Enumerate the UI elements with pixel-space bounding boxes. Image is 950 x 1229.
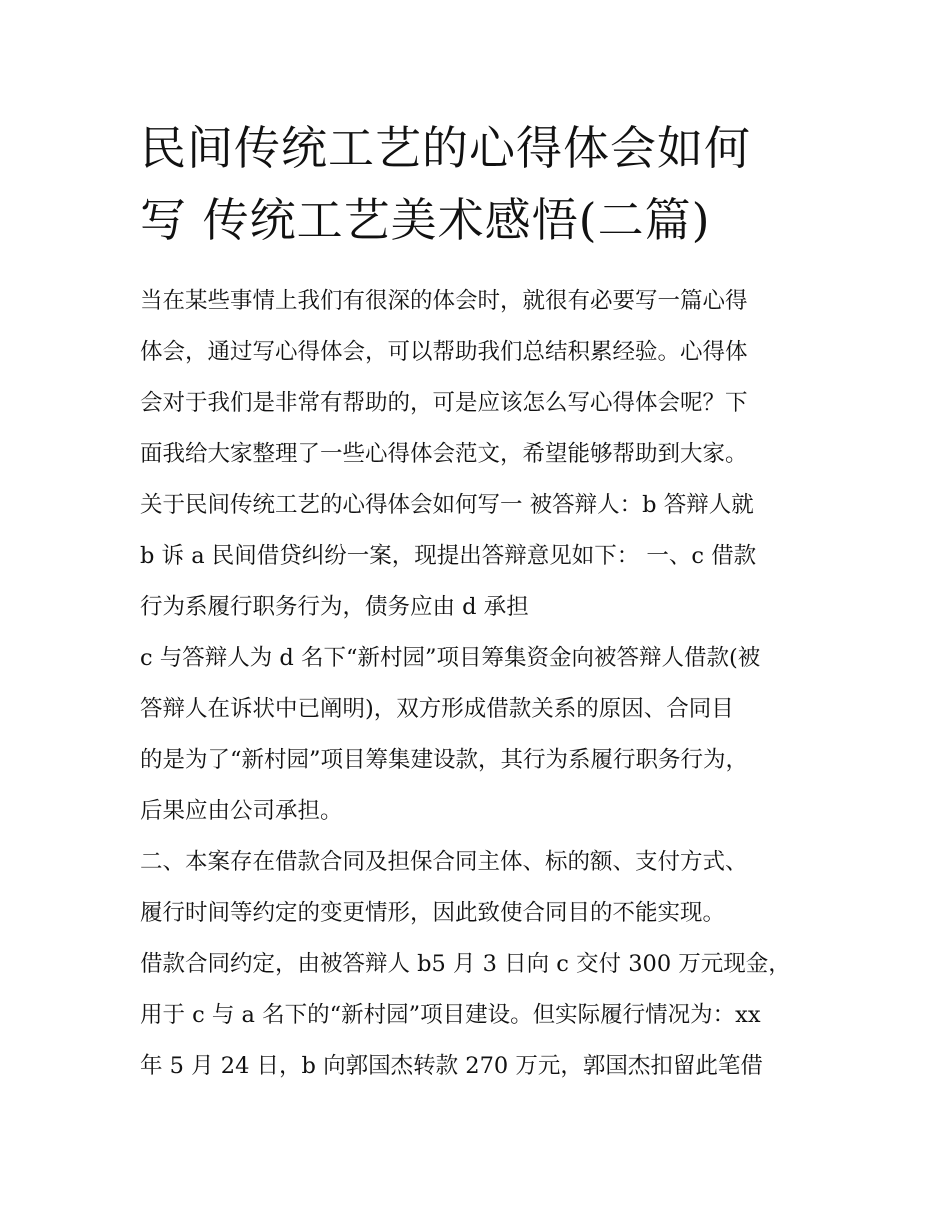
body-line: 后果应由公司承担。	[140, 798, 343, 824]
body-line: 的是为了“新村园”项目筹集建设款，其行为系履行职务行为，	[140, 747, 749, 773]
body-line: 年 5 月 24 日，b 向郭国杰转款 270 万元，郭国杰扣留此笔借	[140, 1053, 763, 1079]
body-line: c 与答辩人为 d 名下“新村园”项目筹集资金向被答辩人借款(被	[140, 645, 761, 671]
body-line: 当在某些事情上我们有很深的体会时，就很有必要写一篇心得	[140, 288, 748, 314]
body-line: 借款合同约定，由被答辩人 b5 月 3 日向 c 交付 300 万元现金，	[140, 951, 791, 977]
body-line: 会对于我们是非常有帮助的，可是应该怎么写心得体会呢？下	[140, 390, 748, 416]
title-line-1: 民间传统工艺的心得体会如何	[140, 121, 751, 175]
body-line: 用于 c 与 a 名下的“新村园”项目建设。但实际履行情况为：xx	[140, 1002, 761, 1028]
body-line: 履行时间等约定的变更情形，因此致使合同目的不能实现。	[140, 900, 726, 926]
title-line-2: 写 传统工艺美术感悟(二篇)	[140, 193, 711, 247]
document-body	[140, 276, 830, 1092]
body-line: 答辩人在诉状中已阐明)，双方形成借款关系的原因、合同目	[140, 696, 734, 722]
body-line: 关于民间传统工艺的心得体会如何写一 被答辩人：b 答辩人就	[140, 492, 754, 518]
body-line: 行为系履行职务行为，债务应由 d 承担	[140, 594, 529, 620]
document-title	[140, 112, 830, 256]
body-line: 二、本案存在借款合同及担保合同主体、标的额、支付方式、	[140, 849, 748, 875]
body-line: b 诉 a 民间借贷纠纷一案，现提出答辩意见如下： 一、c 借款	[140, 543, 757, 569]
body-line: 体会，通过写心得体会，可以帮助我们总结积累经验。心得体	[140, 339, 748, 365]
body-line: 面我给大家整理了一些心得体会范文，希望能够帮助到大家。	[140, 441, 748, 467]
